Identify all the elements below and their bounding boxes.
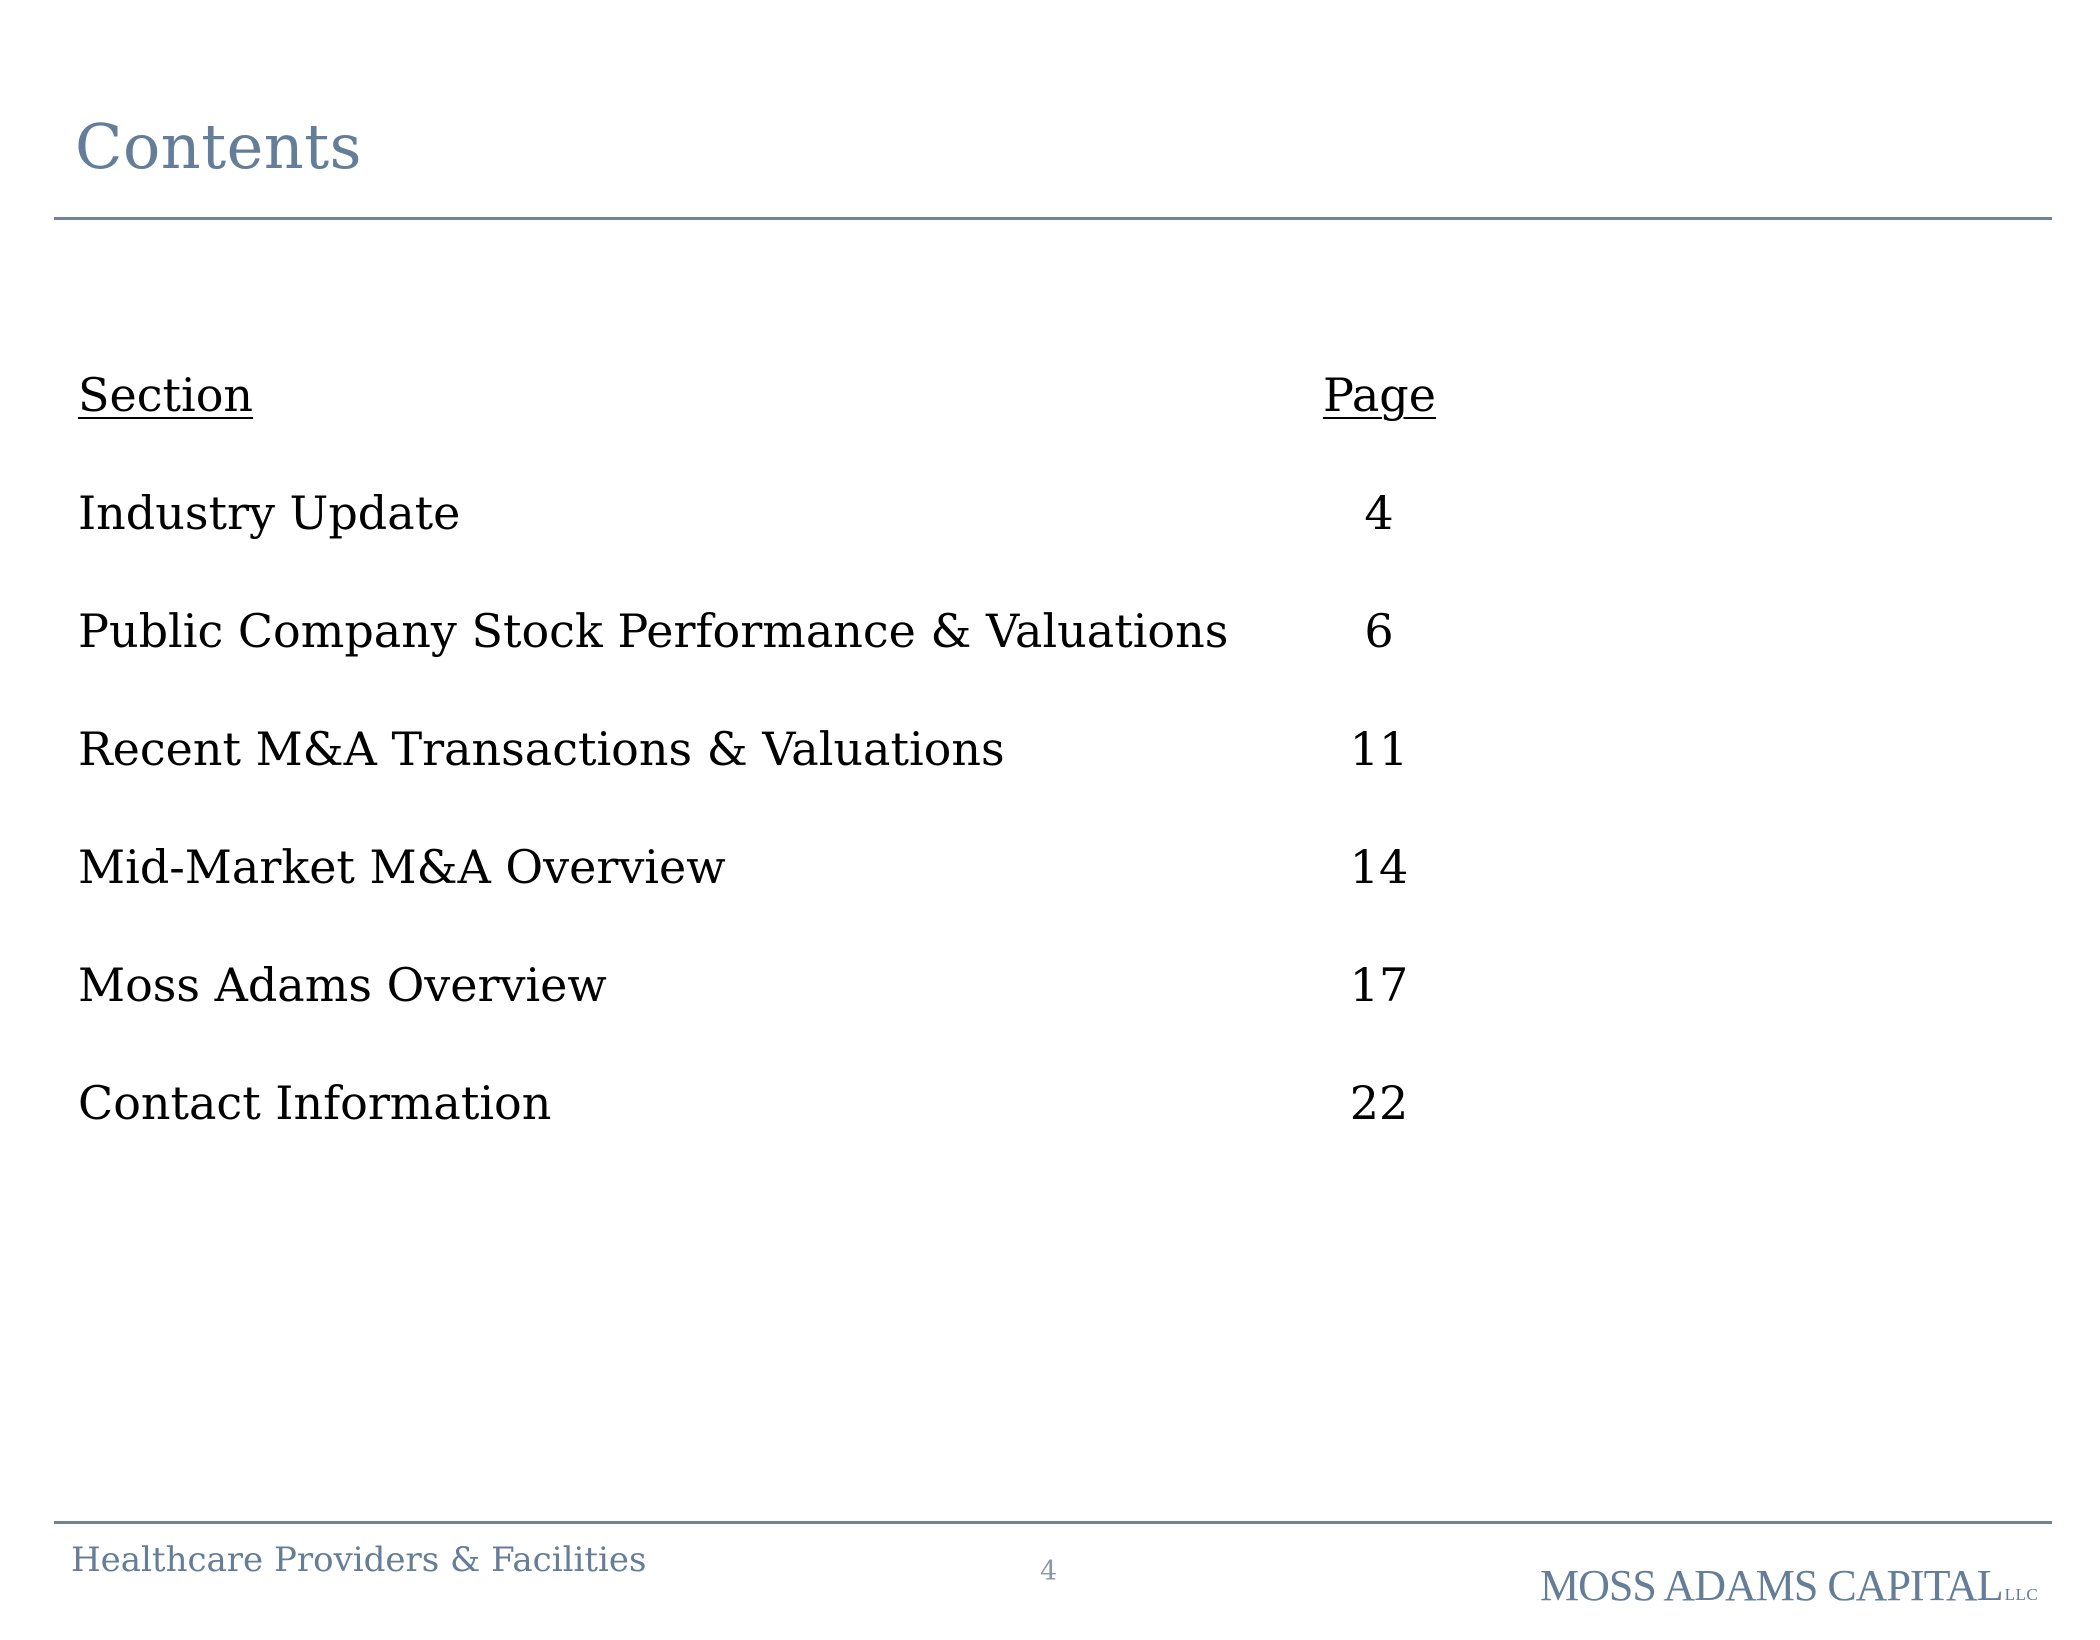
- toc-entry-title: Recent M&A Transactions & Valuations: [78, 722, 1005, 776]
- toc-entry-page: 4: [1364, 486, 1394, 540]
- toc-entry-page: 14: [1349, 840, 1409, 894]
- footer-report-title: Healthcare Providers & Facilities: [71, 1540, 647, 1580]
- toc-entry-recent-ma: [78, 722, 1478, 844]
- toc-entry-public-company: [78, 604, 1478, 726]
- logo-text: MOSS ADAMS CAPITAL: [1540, 1561, 2003, 1610]
- toc-entry-title: Public Company Stock Performance & Valuations: [78, 604, 1229, 658]
- toc-entry-page: 22: [1349, 1076, 1409, 1130]
- toc-entry-title: Industry Update: [78, 486, 461, 540]
- page-column-header: Page: [1323, 368, 1436, 422]
- toc-entry-contact: [78, 1076, 1478, 1198]
- section-column-header: Section: [78, 368, 254, 422]
- toc-entry-title: Contact Information: [78, 1076, 552, 1130]
- toc-header: [78, 368, 1478, 490]
- toc-entry-moss-adams: [78, 958, 1478, 1080]
- footer-page-number: 4: [1040, 1556, 1058, 1587]
- company-logo: [1540, 1560, 2038, 1611]
- toc-entry-title: Mid-Market M&A Overview: [78, 840, 726, 894]
- toc-entry-title: Moss Adams Overview: [78, 958, 607, 1012]
- header-divider: [54, 217, 2052, 220]
- footer-divider: [54, 1521, 2052, 1524]
- toc-entry-page: 17: [1349, 958, 1409, 1012]
- toc-entry-page: 6: [1364, 604, 1394, 658]
- toc-entry-mid-market: [78, 840, 1478, 962]
- table-of-contents: [78, 368, 1478, 1198]
- toc-entry-industry-update: [78, 486, 1478, 608]
- toc-entry-page: 11: [1349, 722, 1409, 776]
- logo-suffix: LLC: [2004, 1585, 2039, 1604]
- page-title: Contents: [75, 110, 362, 183]
